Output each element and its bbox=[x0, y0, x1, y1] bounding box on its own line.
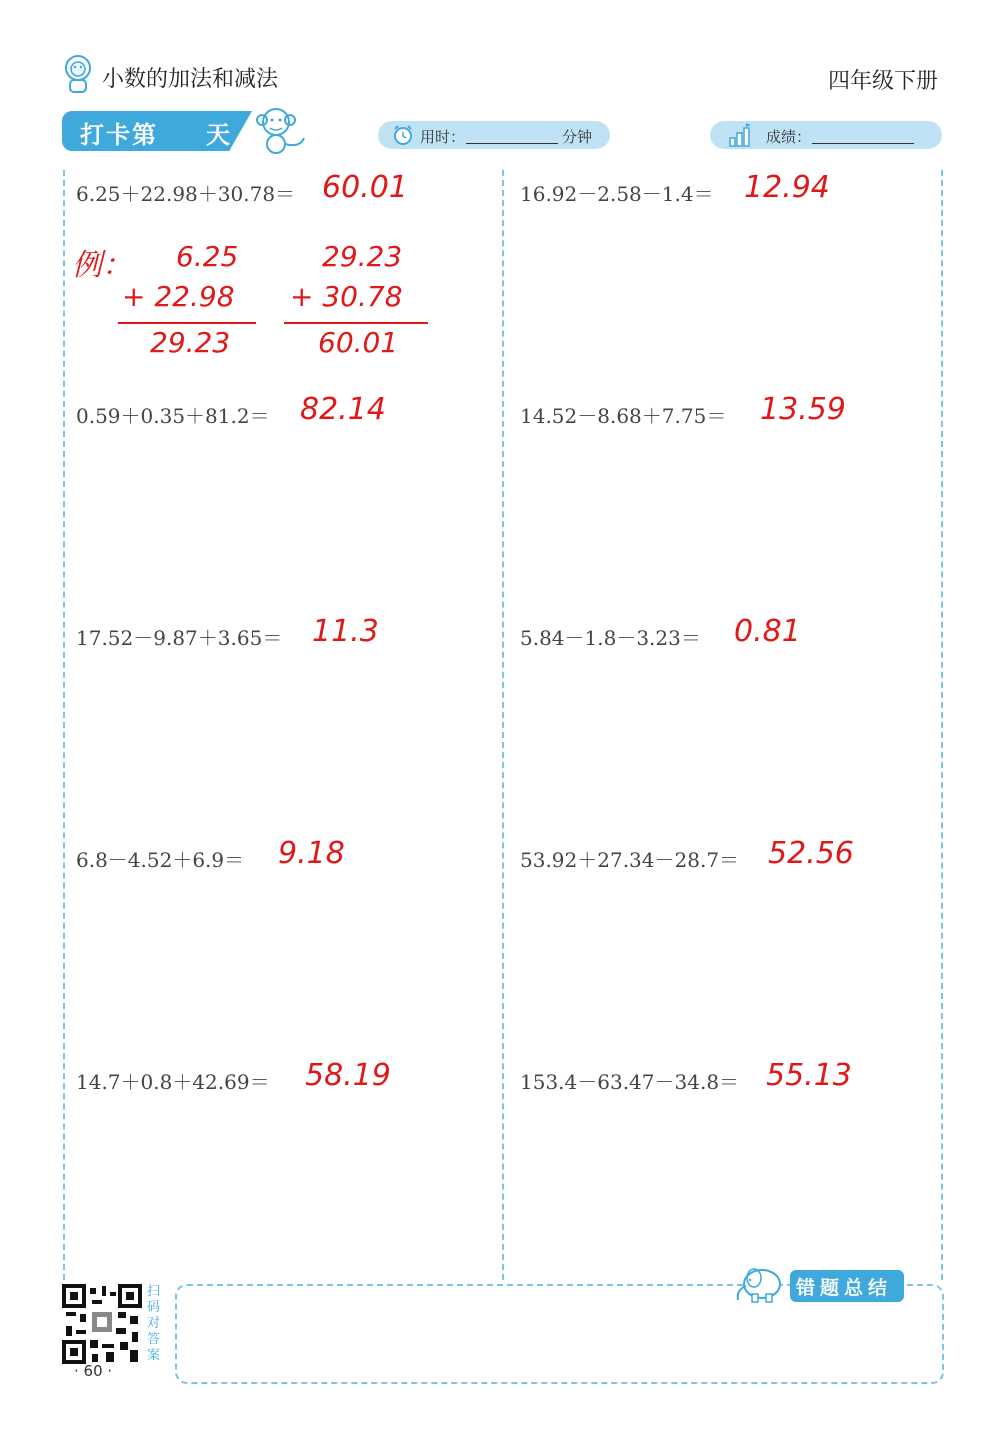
page-number: · 60 · bbox=[74, 1362, 113, 1380]
answer-10: 55.13 bbox=[766, 1058, 852, 1093]
answer-9: 58.19 bbox=[305, 1058, 391, 1093]
answer-4: 13.59 bbox=[760, 392, 846, 427]
problem-3: 0.59＋0.35＋81.2＝ bbox=[76, 404, 270, 428]
problem-4: 14.52－8.68＋7.75＝ bbox=[520, 404, 727, 428]
calc1-second: + 22.98 bbox=[122, 280, 235, 313]
frame-left-border bbox=[63, 170, 65, 1280]
banner-text: 打卡第 bbox=[80, 121, 158, 149]
calc2-top: 29.23 bbox=[322, 240, 403, 273]
calc1-result: 29.23 bbox=[150, 326, 231, 359]
calc2-second: + 30.78 bbox=[290, 280, 403, 313]
problem-2: 16.92－2.58－1.4＝ bbox=[520, 182, 714, 206]
example-label: 例： bbox=[72, 248, 132, 283]
calc2-result: 60.01 bbox=[318, 326, 399, 359]
answer-3: 82.14 bbox=[300, 392, 386, 427]
problem-7: 6.8－4.52＋6.9＝ bbox=[76, 848, 245, 872]
monkey-icon bbox=[254, 104, 312, 156]
answer-7: 9.18 bbox=[278, 836, 345, 871]
clock-icon bbox=[392, 124, 414, 146]
qr-caption: 扫码对答案 bbox=[147, 1284, 161, 1363]
problem-9: 14.7＋0.8＋42.69＝ bbox=[76, 1070, 270, 1094]
summary-title: 错题总结 bbox=[796, 1277, 893, 1299]
problem-5: 17.52－9.87＋3.65＝ bbox=[76, 626, 283, 650]
calc1-rule bbox=[118, 322, 256, 324]
chart-icon bbox=[728, 122, 752, 148]
answer-8: 52.56 bbox=[768, 836, 854, 871]
column-divider bbox=[502, 170, 504, 1280]
score-label: 成绩： bbox=[766, 128, 812, 146]
time-unit: 分钟 bbox=[562, 128, 593, 146]
time-blank[interactable] bbox=[466, 143, 558, 144]
answer-1: 60.01 bbox=[322, 170, 408, 205]
time-label: 用时： bbox=[420, 128, 466, 146]
problem-8: 53.92＋27.34－28.7＝ bbox=[520, 848, 740, 872]
frame-right-border bbox=[941, 170, 943, 1280]
elephant-icon bbox=[732, 1264, 786, 1304]
banner-day: 天 bbox=[206, 121, 230, 149]
answer-5: 11.3 bbox=[312, 614, 379, 649]
score-blank[interactable] bbox=[812, 143, 914, 144]
problem-1: 6.25＋22.98＋30.78＝ bbox=[76, 182, 296, 206]
grade-label: 四年级下册 bbox=[827, 69, 938, 94]
answer-2: 12.94 bbox=[744, 170, 830, 205]
answer-6: 0.81 bbox=[734, 614, 801, 649]
lion-icon bbox=[60, 54, 96, 94]
calc1-top: 6.25 bbox=[176, 240, 239, 273]
qr-code[interactable] bbox=[62, 1284, 142, 1364]
problem-10: 153.4－63.47－34.8＝ bbox=[520, 1070, 740, 1094]
calc2-rule bbox=[284, 322, 428, 324]
page-title: 小数的加法和减法 bbox=[102, 67, 279, 92]
problem-6: 5.84－1.8－3.23＝ bbox=[520, 626, 701, 650]
